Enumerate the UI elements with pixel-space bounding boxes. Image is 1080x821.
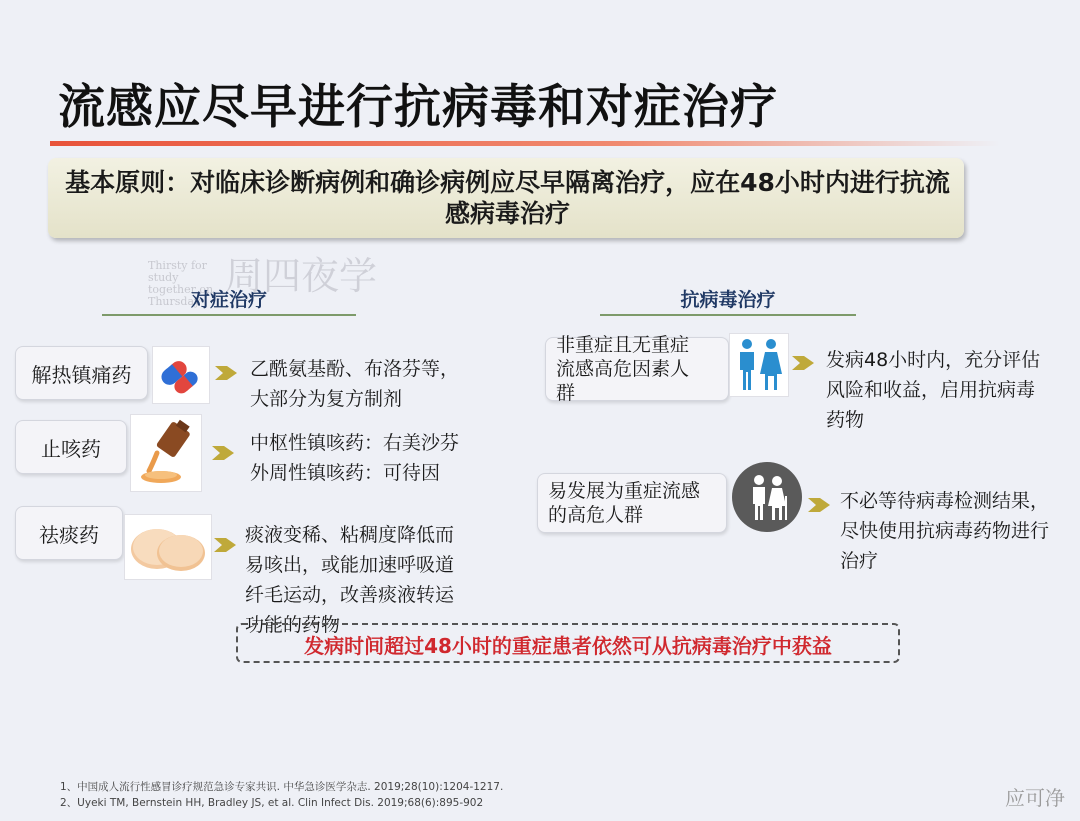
drug-label-antipyretic: 解热镇痛药 <box>15 346 148 400</box>
group-label-high-risk: 易发展为重症流感 的高危人群 <box>537 473 727 533</box>
note-text: 发病时间超过48小时的重症患者依然可从抗病毒治疗中获益 <box>304 634 832 658</box>
syrup-bottle-icon <box>130 414 202 492</box>
arrow-right-icon <box>806 494 832 516</box>
arrow-right-icon <box>210 442 236 464</box>
page-title: 流感应尽早进行抗病毒和对症治疗 <box>58 80 778 135</box>
symptomatic-heading-rule <box>102 314 356 316</box>
drug-label-antitussive: 止咳药 <box>15 420 127 474</box>
arrow-right-icon <box>213 362 239 384</box>
drug-desc-antitussive: 中枢性镇咳药：右美沙芬 外周性镇咳药：可待因 <box>250 432 460 484</box>
drug-desc-expectorant: 痰液变稀、粘稠度降低而 易咳出，或能加速呼吸道 纤毛运动，改善痰液转运 功能的药物 <box>245 524 455 636</box>
reference-2: 2、Uyeki TM, Bernstein HH, Bradley JS, et al. Clin Infect Dis. 2019;68(6):895-902 <box>60 797 484 809</box>
drug-label-expectorant: 祛痰药 <box>15 506 123 560</box>
watermark-subtitle: Thirsty for study together on Thursday <box>148 259 214 308</box>
reference-1: 1、中国成人流行性感冒诊疗规范急诊专家共识. 中华急诊医学杂志. 2019;28(10):1204-1217. <box>60 781 504 793</box>
antiviral-heading-rule <box>600 314 856 316</box>
tablets-icon <box>124 514 212 580</box>
drug-desc-antipyretic: 乙酰氨基酚、布洛芬等， 大部分为复方制剂 <box>250 358 460 410</box>
pill-capsule-icon <box>152 346 210 404</box>
arrow-right-icon <box>790 352 816 374</box>
arrow-right-icon <box>212 534 238 556</box>
brand-watermark: 应可净 <box>1005 786 1065 810</box>
group-label-non-severe: 非重症且无重症 流感高危因素人 群 <box>545 337 729 401</box>
antiviral-heading: 抗病毒治疗 <box>680 289 776 311</box>
group-desc-non-severe: 发病48小时内，充分评估 风险和收益，启用抗病毒 药物 <box>826 349 1041 431</box>
elderly-couple-icon <box>730 460 804 534</box>
watermark: 周四夜学 <box>225 254 378 298</box>
group-desc-high-risk: 不必等待病毒检测结果， 尽快使用抗病毒药物进行 治疗 <box>840 490 1050 572</box>
symptomatic-heading: 对症治疗 <box>190 289 267 311</box>
principle-text: 基本原则：对临床诊断病例和确诊病例应尽早隔离治疗，应在48小时内进行抗流感病毒治疗 <box>65 168 950 228</box>
adults-icon <box>729 333 789 397</box>
title-underline <box>50 141 1000 146</box>
